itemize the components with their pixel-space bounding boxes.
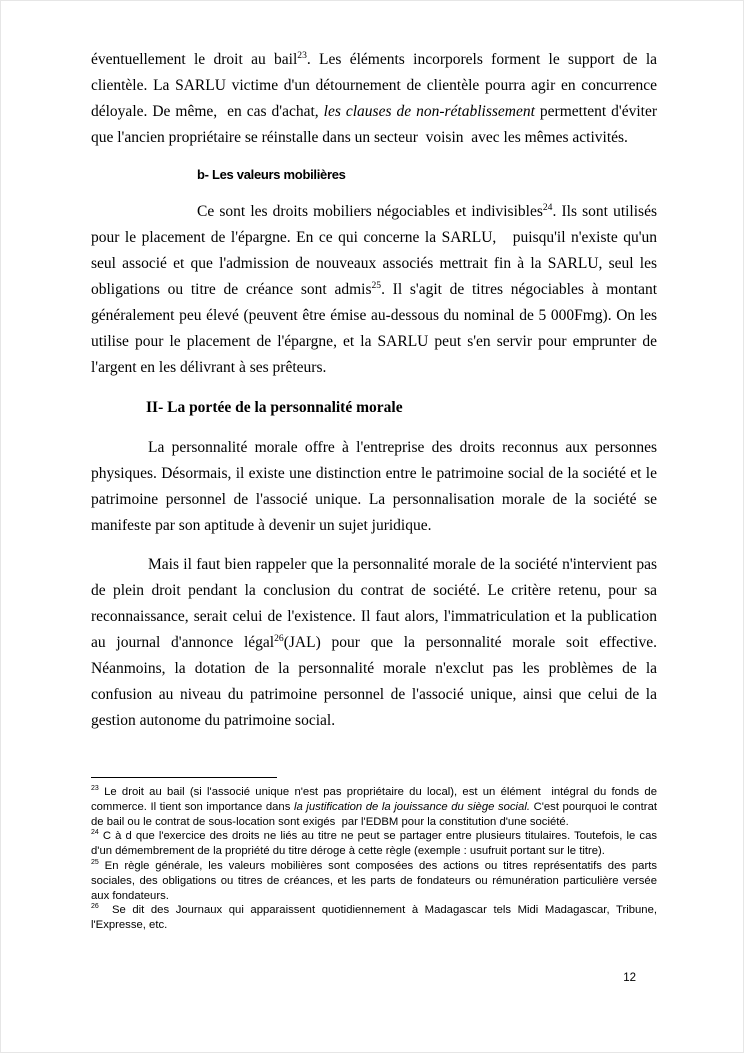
- paragraph-bail: [91, 47, 661, 151]
- text-run: . Il s'agit de titres négociables à montant généralement peu élevé (peuvent être émise au-dessous du nominal de 5 000Fmg). On les utilise pour le placement de l'épargne, et la SARLU peut s'en servir pour emprunter de l'argent en les délivrant à ses prêteurs.: [91, 281, 661, 376]
- text-run: b- Les valeurs mobilières: [197, 167, 346, 182]
- text-run: Se dit des Journaux qui apparaissent quotidiennement à Madagascar tels Midi Madagascar, Tribune, l'Expresse, etc.: [91, 904, 661, 932]
- footnote-ref: 24: [542, 201, 553, 213]
- footnote-separator: [91, 777, 277, 778]
- text-run: la justification de la jouissance du siège social.: [293, 800, 530, 813]
- page-number: 12: [623, 972, 636, 984]
- paragraph-valeurs-mobilieres: [91, 199, 661, 381]
- footnote-ref: 26: [91, 903, 99, 911]
- text-run: (JAL) pour que la personnalité morale soit effective. Néanmoins, la dotation de la personnalité morale n'exclut pas les problèmes de la confusion au niveau du patrimoine personnel de l'associé unique, ainsi que celui de la gestion autonome du patrimoine social.: [91, 634, 661, 729]
- footnote-23: [91, 785, 661, 829]
- text-run: . Les éléments incorporels forment le support de la clientèle. La SARLU victime d'un détournement de clientèle pourra agir en concurrence déloyale. De même, en cas d'achat,: [91, 51, 661, 120]
- footnote-area: [91, 777, 661, 933]
- paragraph-immatriculation: [91, 552, 661, 734]
- text-run: En règle générale, les valeurs mobilières sont composées des actions ou titres représentatifs des parts sociales, des obligations ou titres de créances, et les parts de fondateurs ou rémunération particulière versée aux fondateurs.: [91, 859, 661, 902]
- paragraph-personnalite-morale: [91, 435, 661, 539]
- footnote-ref: 24: [91, 829, 99, 837]
- footnote-25: [91, 859, 661, 903]
- section-heading-portee-personnalite-morale: [146, 398, 657, 418]
- text-run: II- La portée de la personnalité morale: [146, 399, 403, 416]
- text-run: C'est pourquoi le contrat de bail ou le contrat de sous-location sont exigés par l'EDBM pour la constitution d'une société.: [91, 800, 661, 828]
- body-text: [91, 47, 661, 747]
- footnote-26: [91, 903, 661, 933]
- text-run: les clauses de non-rétablissement: [323, 103, 535, 120]
- section-heading-valeurs-mobilieres: [197, 166, 657, 183]
- footnote-ref: 25: [371, 279, 382, 291]
- text-run: La personnalité morale offre à l'entreprise des droits reconnus aux personnes physiques. Désormais, il existe une distinction entre le patrimoine social de la société et le patrimoine personnel de l'associé unique. La personnalisation morale de la société se manifeste par son aptitude à devenir un sujet juridique.: [91, 439, 661, 534]
- text-run: éventuellement le droit au bail: [91, 51, 298, 68]
- footnote-24: [91, 829, 661, 859]
- text-run: Ce sont les droits mobiliers négociables et indivisibles: [197, 203, 543, 220]
- text-run: Le droit au bail (si l'associé unique n'est pas propriétaire du local), est un élément intégral du fonds de commerce. Il tient son importance dans: [91, 786, 661, 813]
- footnote-ref: 23: [91, 785, 99, 793]
- footnote-ref: 25: [91, 859, 99, 867]
- footnote-ref: 26: [274, 632, 284, 644]
- text-run: permettent d'éviter que l'ancien propriétaire se réinstalle dans un secteur voisin avec les mêmes activités.: [91, 103, 661, 146]
- text-run: Mais il faut bien rappeler que la personnalité morale de la société n'intervient pas de plein droit pendant la conclusion du contrat de société. Le critère retenu, pour sa reconnaissance, serait celui de l'existence. Il faut alors, l'immatriculation et la publication au journal d'annonce légal: [91, 556, 661, 651]
- text-run: . Ils sont utilisés pour le placement de l'épargne. En ce qui concerne la SARLU, puisqu'il n'existe qu'un seul associé et que l'admission de nouveaux associés mettrait fin à la SARLU, seul les obligations ou titre de créance sont admis: [91, 203, 661, 298]
- text-run: C à d que l'exercice des droits ne liés au titre ne peut se partager entre plusieurs titulaires. Toutefois, le cas d'un démembrement de la propriété du titre déroge à cette règle (exemple : usufruit portant sur le titre).: [91, 830, 661, 858]
- footnote-ref: 23: [297, 49, 307, 61]
